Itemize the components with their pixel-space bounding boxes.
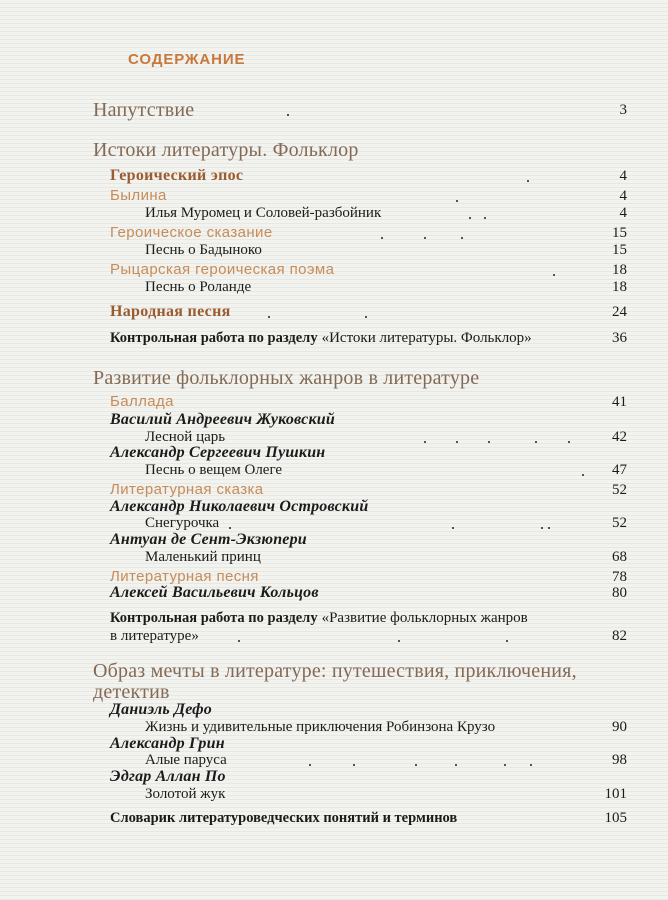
test-title-line2: в литературе» bbox=[110, 628, 199, 644]
page-number: 4 bbox=[619, 205, 627, 221]
leader-dot bbox=[229, 527, 231, 529]
leader-dot bbox=[461, 237, 463, 239]
author-name: Александр Николаевич Островский bbox=[110, 498, 369, 515]
section-heading-folklore bbox=[0, 138, 668, 162]
leader-dot bbox=[398, 640, 400, 642]
leader-dot bbox=[582, 474, 584, 476]
page-number: 47 bbox=[612, 462, 627, 478]
entry-title: Напутствие bbox=[93, 99, 195, 121]
toc-author bbox=[0, 583, 668, 603]
page-number: 36 bbox=[612, 330, 627, 346]
page-number: 98 bbox=[612, 752, 627, 768]
entry-title: Снегурочка bbox=[145, 515, 220, 531]
toc-heading: СОДЕРЖАНИЕ bbox=[128, 51, 246, 68]
leader-dot bbox=[484, 217, 486, 219]
leader-dot bbox=[455, 764, 457, 766]
page-number: 41 bbox=[612, 394, 627, 410]
leader-dot bbox=[415, 764, 417, 766]
page-number: 80 bbox=[612, 585, 627, 601]
author-name: Даниэль Дефо bbox=[110, 701, 212, 718]
entry-title: Алые паруса bbox=[145, 752, 227, 768]
leader-dot bbox=[506, 640, 508, 642]
leader-dot bbox=[553, 274, 555, 276]
leader-dot bbox=[238, 640, 240, 642]
toc-entry bbox=[0, 277, 668, 297]
test-entry-text bbox=[110, 608, 528, 628]
leader-dot bbox=[456, 200, 458, 202]
page-number: 24 bbox=[612, 304, 627, 320]
author-name: Антуан де Сент-Экзюпери bbox=[110, 531, 307, 548]
author-name: Александр Грин bbox=[110, 735, 225, 752]
entry-title: Народная песня bbox=[110, 303, 231, 320]
page-number: 52 bbox=[612, 482, 627, 498]
page-number: 68 bbox=[612, 549, 627, 565]
leader-dot bbox=[541, 527, 543, 529]
page-number: 52 bbox=[612, 515, 627, 531]
test-title: «Развитие фольклорных жанров bbox=[321, 610, 528, 626]
toc-entry-glossary bbox=[0, 808, 668, 828]
page-number: 105 bbox=[604, 810, 627, 826]
page-number: 4 bbox=[619, 188, 627, 204]
entry-title: Словарик литературоведческих понятий и терминов bbox=[110, 810, 458, 826]
page-number: 42 bbox=[612, 429, 627, 445]
leader-dot bbox=[548, 527, 550, 529]
leader-dot bbox=[452, 527, 454, 529]
leader-dot bbox=[469, 217, 471, 219]
entry-title: Лесной царь bbox=[145, 429, 226, 445]
toc-entry bbox=[0, 302, 668, 322]
section-title: Истоки литературы. Фольклор bbox=[93, 139, 359, 161]
author-name: Эдгар Аллан По bbox=[110, 768, 226, 785]
toc-entry bbox=[0, 392, 668, 412]
leader-dot bbox=[353, 764, 355, 766]
entry-title: Рыцарская героическая поэма bbox=[110, 261, 335, 278]
page-number: 101 bbox=[604, 786, 627, 802]
leader-dot bbox=[365, 316, 367, 318]
toc-entry bbox=[0, 784, 668, 804]
toc-entry bbox=[0, 203, 668, 223]
toc-entry-test-line2 bbox=[0, 626, 668, 646]
entry-title: Героический эпос bbox=[110, 167, 244, 184]
author-name: Василий Андреевич Жуковский bbox=[110, 411, 335, 428]
page-number: 3 bbox=[619, 102, 627, 118]
toc-entry-intro bbox=[0, 100, 668, 120]
leader-dot bbox=[504, 764, 506, 766]
entry-title: Песнь о Роланде bbox=[145, 279, 252, 295]
entry-title: Былина bbox=[110, 187, 167, 204]
page-number: 15 bbox=[612, 225, 627, 241]
page-number: 78 bbox=[612, 569, 627, 585]
toc-entry bbox=[0, 547, 668, 567]
page-number: 15 bbox=[612, 242, 627, 258]
test-title: «Истоки литературы. Фольклор» bbox=[321, 330, 532, 346]
entry-title: Илья Муромец и Соловей-разбойник bbox=[145, 205, 382, 221]
leader-dot bbox=[287, 114, 289, 116]
entry-title: Литературная сказка bbox=[110, 481, 264, 498]
test-label: Контрольная работа по разделу bbox=[110, 330, 318, 346]
leader-dot bbox=[424, 237, 426, 239]
section-title: Развитие фольклорных жанров в литературе bbox=[93, 367, 480, 389]
leader-dot bbox=[381, 237, 383, 239]
page-number: 90 bbox=[612, 719, 627, 735]
page-number: 18 bbox=[612, 262, 627, 278]
toc-entry bbox=[0, 240, 668, 260]
leader-dot bbox=[268, 316, 270, 318]
toc-entry-test bbox=[0, 328, 668, 348]
test-entry-text bbox=[110, 328, 532, 348]
entry-title: Маленький принц bbox=[145, 549, 261, 565]
toc-entry bbox=[0, 460, 668, 480]
toc-entry bbox=[0, 166, 668, 186]
leader-dot bbox=[527, 180, 529, 182]
leader-dot bbox=[309, 764, 311, 766]
entry-title: Золотой жук bbox=[145, 786, 226, 802]
page-number: 4 bbox=[619, 168, 627, 184]
entry-title: Баллада bbox=[110, 393, 174, 410]
entry-title: Песнь о вещем Олеге bbox=[145, 462, 283, 478]
author-name: Алексей Васильевич Кольцов bbox=[110, 584, 319, 601]
author-name: Александр Сергеевич Пушкин bbox=[110, 444, 326, 461]
entry-title: Жизнь и удивительные приключения Робинзона Крузо bbox=[145, 719, 496, 735]
page-number: 82 bbox=[612, 628, 627, 644]
page-number: 18 bbox=[612, 279, 627, 295]
leader-dot bbox=[530, 764, 532, 766]
entry-title: Героическое сказание bbox=[110, 224, 273, 241]
entry-title: Литературная песня bbox=[110, 568, 259, 585]
section-heading-genres bbox=[0, 366, 668, 390]
toc-entry-test bbox=[0, 608, 668, 628]
section-title: Образ мечты в литературе: путешествия, приключения, bbox=[93, 660, 577, 682]
section-title-line2: детектив bbox=[93, 681, 170, 703]
test-label: Контрольная работа по разделу bbox=[110, 610, 318, 626]
entry-title: Песнь о Бадыноко bbox=[145, 242, 262, 258]
